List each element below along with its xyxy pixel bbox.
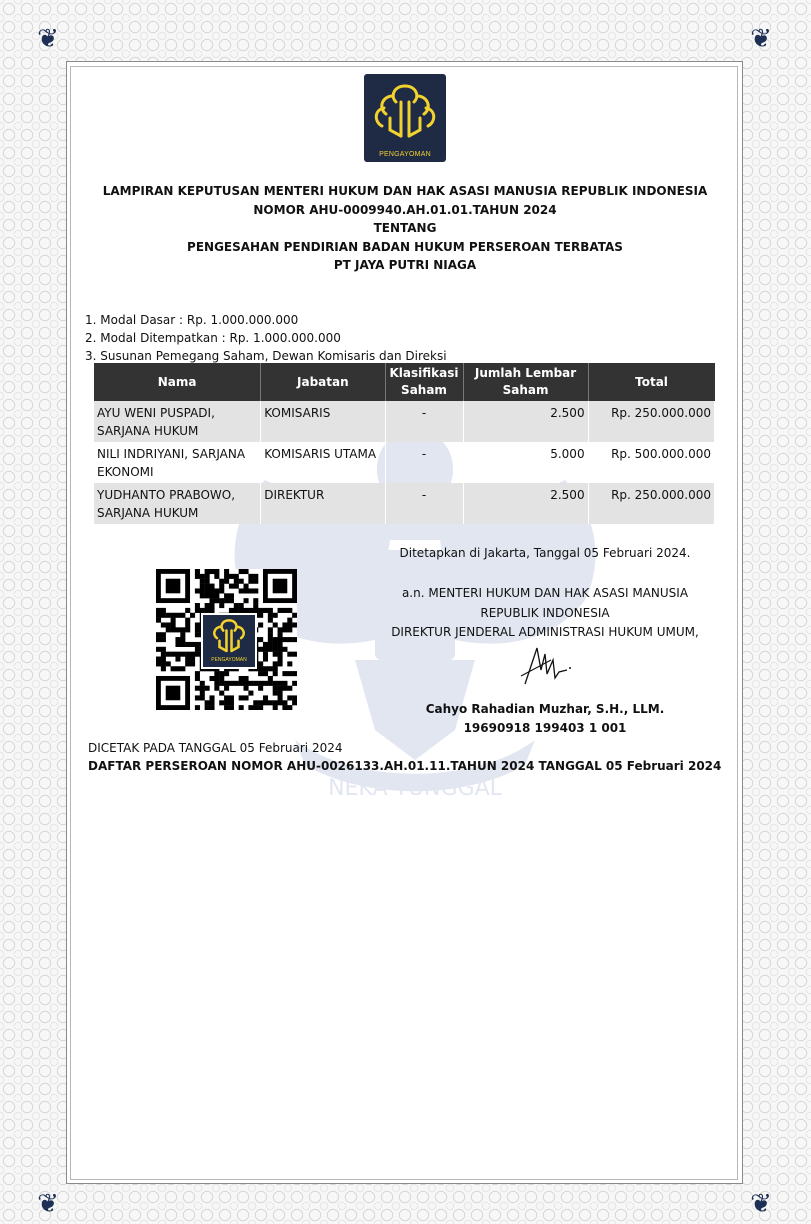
table-row	[94, 442, 715, 483]
printed-date: DICETAK PADA TANGGAL 05 Februari 2024	[88, 741, 343, 755]
table-header-row	[94, 363, 715, 401]
cell-jumlah: 5.000	[463, 442, 588, 483]
header-klasifikasi-line-1: Klasifikasi	[389, 366, 459, 380]
pengayoman-logo	[364, 74, 446, 162]
cell-jabatan: DIREKTUR	[261, 483, 385, 524]
cell-klasifikasi: -	[385, 442, 463, 483]
signatory-name: Cahyo Rahadian Muzhar, S.H., LLM.	[425, 702, 665, 716]
item-modal-dasar: 1. Modal Dasar : Rp. 1.000.000.000	[85, 313, 299, 327]
cell-nama-line-2: SARJANA HUKUM	[97, 424, 199, 438]
heading-line-2: NOMOR AHU-0009940.AH.01.01.TAHUN 2024	[253, 202, 557, 217]
signatory-identity	[385, 700, 705, 738]
cell-jumlah: 2.500	[463, 401, 588, 442]
header-klasifikasi	[385, 363, 463, 401]
heading-line-5: PT JAYA PUTRI NIAGA	[333, 258, 477, 272]
cell-nama	[94, 442, 261, 483]
document-heading	[70, 182, 740, 275]
handwritten-signature	[515, 640, 575, 688]
pengayoman-emblem-icon	[203, 615, 255, 655]
cell-klasifikasi: -	[385, 483, 463, 524]
cell-total: Rp. 250.000.000	[588, 401, 714, 442]
signatory-position: DIREKTUR JENDERAL ADMINISTRASI HUKUM UMUM,	[391, 625, 699, 639]
cell-nama-line-2: SARJANA HUKUM	[97, 506, 199, 520]
corner-ornament-bottom-right-icon: ❦	[750, 1189, 772, 1219]
cell-total: Rp. 250.000.000	[588, 483, 714, 524]
heading-line-3: TENTANG	[373, 221, 437, 235]
watermark-motto: NEKA TUNGGAL	[328, 776, 502, 801]
cell-nama	[94, 483, 261, 524]
shareholder-table	[94, 363, 715, 524]
cell-nama-line-2: EKONOMI	[97, 465, 154, 479]
cell-nama-line-1: YUDHANTO PRABOWO,	[97, 488, 236, 502]
cell-jabatan: KOMISARIS UTAMA	[261, 442, 385, 483]
table-row	[94, 401, 715, 442]
corner-ornament-top-right-icon: ❦	[750, 24, 772, 54]
header-jumlah-line-1: Jumlah Lembar	[474, 366, 577, 380]
signatory-nip: 19690918 199403 1 001	[463, 721, 627, 735]
cell-klasifikasi: -	[385, 401, 463, 442]
cell-nama-line-1: NILI INDRIYANI, SARJANA	[97, 447, 246, 461]
place-date: Ditetapkan di Jakarta, Tanggal 05 Februari 2024.	[399, 546, 691, 560]
cell-jabatan: KOMISARIS	[261, 401, 385, 442]
header-klasifikasi-line-2: Saham	[401, 383, 447, 397]
pengayoman-emblem-icon	[364, 74, 446, 146]
qr-logo-caption: PENGAYOMAN	[211, 657, 247, 663]
heading-line-4: PENGESAHAN PENDIRIAN BADAN HUKUM PERSEROAN TERBATAS	[187, 239, 623, 254]
register-number: DAFTAR PERSEROAN NOMOR AHU-0026133.AH.01.11.TAHUN 2024 TANGGAL 05 Februari 2024	[88, 759, 722, 773]
capital-items	[85, 311, 447, 365]
cell-nama	[94, 401, 261, 442]
logo-caption: PENGAYOMAN	[379, 151, 431, 158]
signatory-title	[385, 584, 705, 643]
on-behalf-line-1: a.n. MENTERI HUKUM DAN HAK ASASI MANUSIA	[401, 586, 689, 600]
on-behalf-line-2: REPUBLIK INDONESIA	[480, 605, 610, 620]
heading-line-1: LAMPIRAN KEPUTUSAN MENTERI HUKUM DAN HAK ASASI MANUSIA REPUBLIK INDONESIA	[102, 184, 708, 198]
qr-center-logo	[201, 613, 257, 669]
header-jumlah	[463, 363, 588, 401]
header-jabatan: Jabatan	[261, 363, 385, 401]
header-total: Total	[588, 363, 714, 401]
cell-total: Rp. 500.000.000	[588, 442, 714, 483]
corner-ornament-top-left-icon: ❦	[37, 24, 59, 54]
item-susunan: 3. Susunan Pemegang Saham, Dewan Komisaris dan Direksi	[85, 349, 447, 363]
cell-jumlah: 2.500	[463, 483, 588, 524]
corner-ornament-bottom-left-icon: ❦	[37, 1189, 59, 1219]
cell-nama-line-1: AYU WENI PUSPADI,	[97, 406, 215, 420]
header-jumlah-line-2: Saham	[502, 383, 549, 397]
table-row	[94, 483, 715, 524]
header-nama: Nama	[94, 363, 261, 401]
item-modal-ditempatkan: 2. Modal Ditempatkan : Rp. 1.000.000.000	[85, 331, 341, 345]
